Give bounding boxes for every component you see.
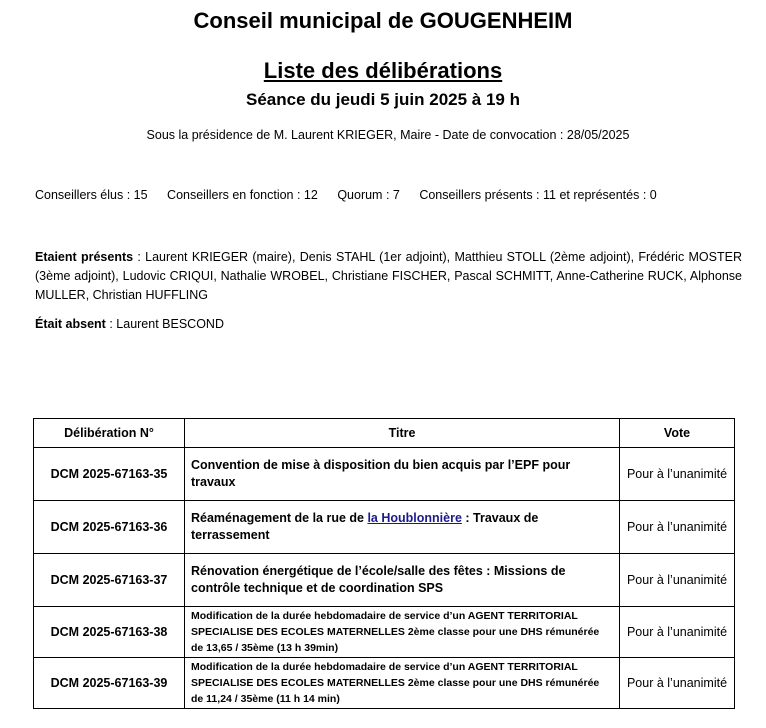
deliberation-vote: Pour à l’unanimité (620, 658, 735, 709)
deliberation-title: Rénovation énergétique de l’école/salle des fêtes : Missions de contrôle technique et de coordination SPS (185, 554, 620, 607)
deliberation-number: DCM 2025-67163-39 (34, 658, 185, 709)
table-row (34, 658, 735, 709)
absent-members (35, 317, 224, 331)
title-text-post: : Travaux de terrassement (191, 511, 539, 542)
deliberation-number: DCM 2025-67163-35 (34, 448, 185, 501)
deliberation-title: Modification de la durée hebdomadaire de service d’un AGENT TERRITORIAL SPECIALISE DES ECOLES MATERNELLES 2ème classe pour une DHS rémunérée de 13,65 / 35ème (13 h 39min) (185, 607, 620, 658)
count-presents: Conseillers présents : 11 et représentés : 0 (419, 188, 657, 202)
table-row (34, 448, 735, 501)
title-text-pre: Réaménagement de la rue de (191, 511, 368, 525)
deliberation-title: Convention de mise à disposition du bien acquis par l’EPF pour travaux (185, 448, 620, 501)
deliberations-table (33, 418, 735, 709)
absent-list: : Laurent BESCOND (109, 317, 224, 331)
table-header-row (34, 419, 735, 448)
header-vote: Vote (620, 419, 735, 448)
presidence-line: Sous la présidence de M. Laurent KRIEGER, Maire - Date de convocation : 28/05/2025 (146, 128, 630, 142)
absent-label: Était absent (35, 317, 106, 331)
present-members (35, 248, 742, 305)
deliberation-number: DCM 2025-67163-36 (34, 501, 185, 554)
councillor-counts (35, 188, 673, 202)
present-label: Etaient présents (35, 250, 134, 264)
deliberation-title: Modification de la durée hebdomadaire de service d’un AGENT TERRITORIAL SPECIALISE DES ECOLES MATERNELLES 2ème classe pour une DHS rémunérée de 11,24 / 35ème (11 h 14 min) (185, 658, 620, 709)
deliberation-vote: Pour à l’unanimité (620, 554, 735, 607)
session-date: Séance du jeudi 5 juin 2025 à 19 h (245, 90, 520, 109)
council-title: Conseil municipal de GOUGENHEIM (193, 8, 573, 33)
table-row (34, 607, 735, 658)
count-quorum: Quorum : 7 (337, 188, 400, 202)
header-numero: Délibération N° (34, 419, 185, 448)
deliberation-vote: Pour à l’unanimité (620, 607, 735, 658)
header-titre: Titre (185, 419, 620, 448)
deliberations-list-title: Liste des délibérations (263, 58, 503, 83)
deliberation-vote: Pour à l’unanimité (620, 501, 735, 554)
present-list: : Laurent KRIEGER (maire), Denis STAHL (1er adjoint), Matthieu STOLL (2ème adjoint), Frédéric MOSTER (3ème adjoint), Ludovic CRIQUI, Nathalie WROBEL, Christiane FISCHER, Pascal SCHMITT, Anne-Catherine RUCK, Alphonse MULLER, Christian HUFFLING (35, 250, 742, 302)
title-link-houblonniere[interactable]: la Houblonnière (367, 511, 462, 525)
deliberation-vote: Pour à l’unanimité (620, 448, 735, 501)
table-row (34, 554, 735, 607)
table-row (34, 501, 735, 554)
count-en-fonction: Conseillers en fonction : 12 (167, 188, 318, 202)
deliberation-title (185, 501, 620, 554)
count-elus: Conseillers élus : 15 (35, 188, 148, 202)
deliberation-number: DCM 2025-67163-37 (34, 554, 185, 607)
deliberation-number: DCM 2025-67163-38 (34, 607, 185, 658)
